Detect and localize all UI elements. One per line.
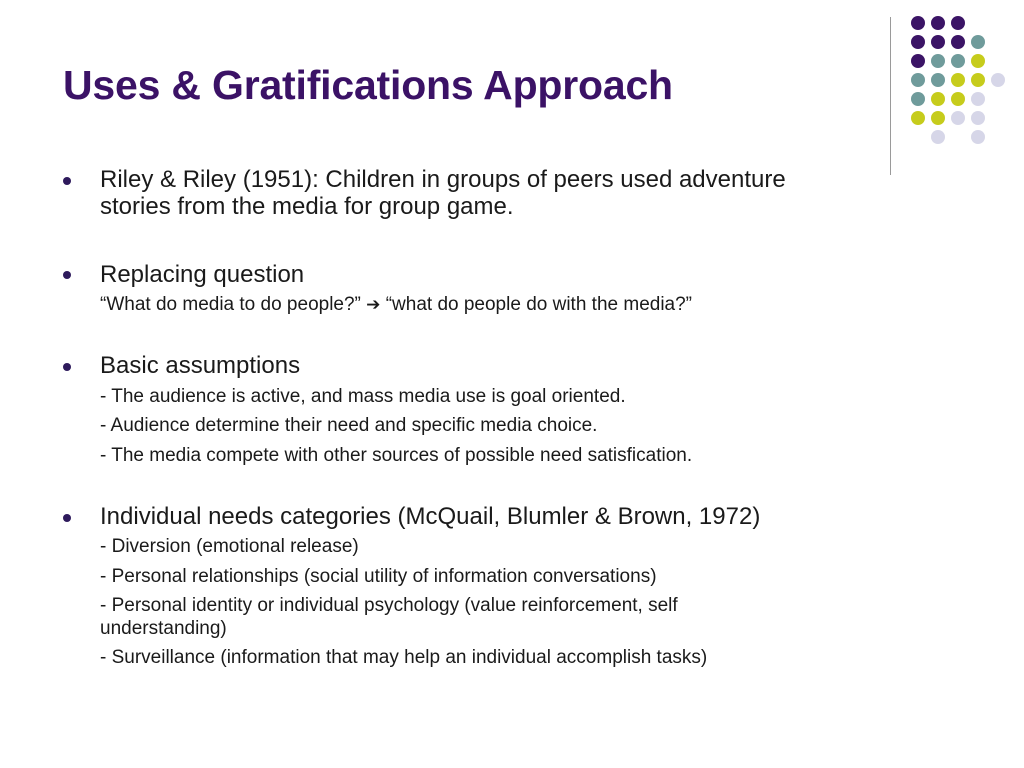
decorative-dot (931, 35, 945, 49)
sub-item: - Diversion (emotional release) (100, 536, 359, 557)
bullet-text: Individual needs categories (McQuail, Blumler & Brown, 1972) (100, 503, 761, 530)
decorative-dot (971, 54, 985, 68)
sub-item: - Surveillance (information that may help an individual accomplish tasks) (100, 647, 708, 668)
bullet-icon (63, 363, 71, 371)
decorative-dot (951, 73, 965, 87)
decorative-dot (991, 73, 1005, 87)
decorative-dot (911, 35, 925, 49)
decorative-dot (911, 111, 925, 125)
decorative-dot (971, 73, 985, 87)
bullet-text: Riley & Riley (1951): Children in groups of peers used adventure (100, 166, 786, 193)
slide-title: Uses & Gratifications Approach (63, 62, 673, 108)
decorative-dot (931, 92, 945, 106)
sub-item: - Personal identity or individual psychology (value reinforcement, self (100, 595, 678, 616)
decorative-dot (971, 130, 985, 144)
bullet-text: stories from the media for group game. (100, 193, 514, 220)
sub-item: - The media compete with other sources of possible need satisfication. (100, 445, 693, 466)
sub-item: understanding) (100, 618, 227, 639)
decorative-dot (911, 54, 925, 68)
sub-item: - The audience is active, and mass media use is goal oriented. (100, 386, 626, 407)
decorative-dot (951, 16, 965, 30)
sub-item: - Audience determine their need and specific media choice. (100, 415, 598, 436)
decorative-dot (931, 73, 945, 87)
decorative-dot (911, 73, 925, 87)
sub-item: - Personal relationships (social utility of information conversations) (100, 566, 657, 587)
bullet-icon (63, 177, 71, 185)
bullet-text: Basic assumptions (100, 352, 301, 379)
arrow-right-icon: ➔ (366, 295, 381, 315)
decorative-dot (971, 35, 985, 49)
decorative-dot (931, 111, 945, 125)
decorative-dot (951, 54, 965, 68)
decorative-dot (911, 92, 925, 106)
decorative-dot (931, 16, 945, 30)
bullet-icon (63, 271, 71, 279)
decorative-dot (951, 35, 965, 49)
decorative-dot (931, 54, 945, 68)
decorative-dot (911, 16, 925, 30)
question-line (100, 294, 692, 316)
decorative-dot (931, 130, 945, 144)
bullet-text: Replacing question (100, 261, 305, 288)
decorative-dot (951, 111, 965, 125)
decorative-dot (951, 92, 965, 106)
question-after: “what do people do with the media?” (385, 294, 693, 315)
decorative-dot (971, 111, 985, 125)
question-before: “What do media to do people?” (100, 294, 361, 315)
decorative-dot (971, 92, 985, 106)
bullet-icon (63, 514, 71, 522)
